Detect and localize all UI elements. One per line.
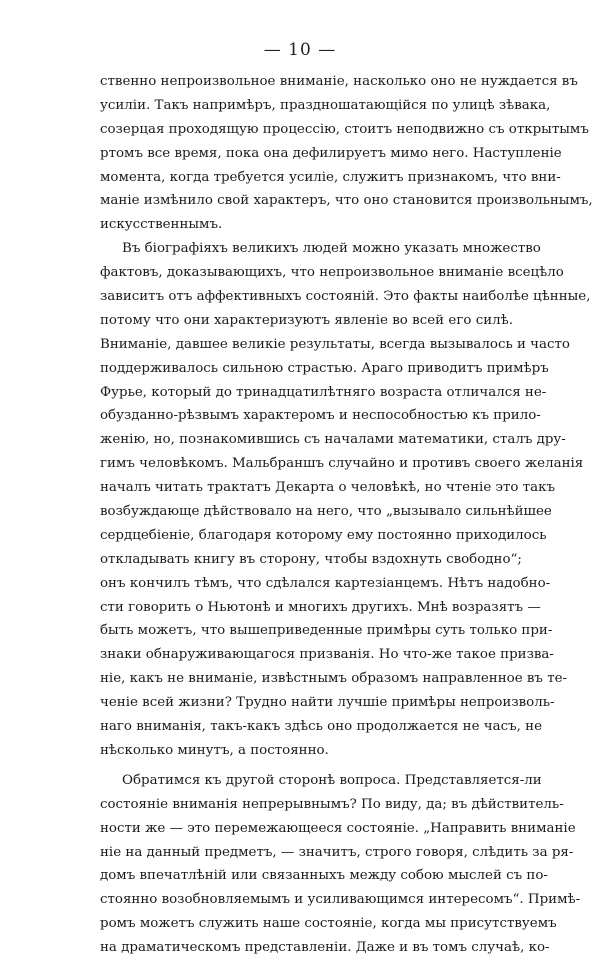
- text-line: знаки обнаруживающагося призванія. Но что-же такое призва-: [100, 647, 554, 663]
- text-line: поддерживалось сильною страстью. Араго приводитъ примѣръ: [100, 360, 549, 376]
- page-number: — 10 —: [263, 40, 337, 60]
- text-line: Въ біографіяхъ великихъ людей можно указать множество: [122, 241, 541, 257]
- text-line: Фурье, который до тринадцатилѣтняго возраста отличался не-: [100, 384, 547, 400]
- text-line: Обратимся къ другой сторонѣ вопроса. Представляется-ли: [122, 772, 542, 788]
- text-line: откладывать книгу въ сторону, чтобы вздохнуть свободно“;: [100, 551, 522, 567]
- text-line: онъ кончилъ тѣмъ, что сдѣлался картезіанцемъ. Нѣтъ надобно-: [100, 575, 551, 591]
- text-line: ромъ можетъ служить наше состояніе, когда мы присутствуемъ: [100, 916, 557, 932]
- text-line: ртомъ все время, пока она дефилируетъ мимо него. Наступленіе: [100, 145, 562, 161]
- text-line: быть можетъ, что вышеприведенные примѣры суть только при-: [100, 623, 553, 639]
- paragraph-2: [100, 237, 591, 763]
- text-line: стоянно возобновляемымъ и усиливающимся интересомъ“. Примѣ-: [100, 892, 581, 908]
- text-line: ніе, какъ не вниманіе, извѣстнымъ образомъ направленное въ те-: [100, 671, 568, 687]
- text-line: женію, но, познакомившись съ началами математики, сталъ дру-: [100, 432, 566, 448]
- text-line: состояніе вниманія непрерывнымъ? По виду, да; въ дѣйствитель-: [100, 796, 564, 812]
- text-body: [100, 70, 593, 960]
- text-line: ности же — это перемежающееся состояніе. „Направить вниманіе: [100, 820, 576, 836]
- text-line: момента, когда требуется усиліе, служитъ признакомъ, что вни-: [100, 169, 561, 185]
- text-line: Вниманіе, давшее великіе результаты, всегда вызывалось и часто: [100, 336, 570, 352]
- text-line: сти говорить о Ньютонѣ и многихъ другихъ. Мнѣ возразятъ —: [100, 599, 541, 615]
- text-line: ственно непроизвольное вниманіе, насколько оно не нуждается въ: [100, 74, 578, 89]
- text-line: ніе на данный предметъ, — значитъ, строго говоря, слѣдить за ря-: [100, 844, 574, 860]
- text-line: гимъ человѣкомъ. Мальбраншъ случайно и противъ своего желанія: [100, 456, 584, 472]
- text-line: маніе измѣнило свой характеръ, что оно становится произвольнымъ,: [100, 193, 593, 209]
- text-line: искусственнымъ.: [100, 217, 223, 233]
- text-line: потому что они характеризуютъ явленіе во всей его силѣ.: [100, 312, 513, 328]
- text-line: на драматическомъ представленіи. Даже и въ томъ случаѣ, ко-: [100, 940, 550, 956]
- text-line: ченіе всей жизни? Трудно найти лучшіе примѣры непроизволь-: [100, 695, 555, 711]
- text-line: фактовъ, доказывающихъ, что непроизвольное вниманіе всецѣло: [100, 265, 564, 281]
- text-line: началъ читать трактатъ Декарта о человѣкѣ, но чтеніе это такъ: [100, 480, 556, 496]
- text-line: возбуждающе дѣйствовало на него, что „вызывало сильнѣйшее: [100, 504, 552, 520]
- text-line: созерцая проходящую процессію, стоитъ неподвижно съ открытымъ: [100, 121, 589, 137]
- text-line: зависитъ отъ аффективныхъ состояній. Это факты наиболѣе цѣнные,: [100, 289, 591, 305]
- text-line: сердцебіеніе, благодаря которому ему постоянно приходилось: [100, 527, 547, 543]
- paragraph-3: [100, 769, 581, 960]
- text-line: наго вниманія, такъ-какъ здѣсь оно продолжается не часъ, не: [100, 719, 543, 735]
- text-line: домъ впечатлѣній или связанныхъ между собою мыслей съ по-: [100, 868, 548, 884]
- text-line: усиліи. Такъ напримѣръ, праздношатающійся по улицѣ зѣвака,: [100, 97, 551, 113]
- text-line: обузданно-рѣзвымъ характеромъ и неспособностью къ прило-: [100, 408, 541, 424]
- text-line: нѣсколько минутъ, а постоянно.: [100, 742, 329, 758]
- paragraph-1: [100, 70, 593, 237]
